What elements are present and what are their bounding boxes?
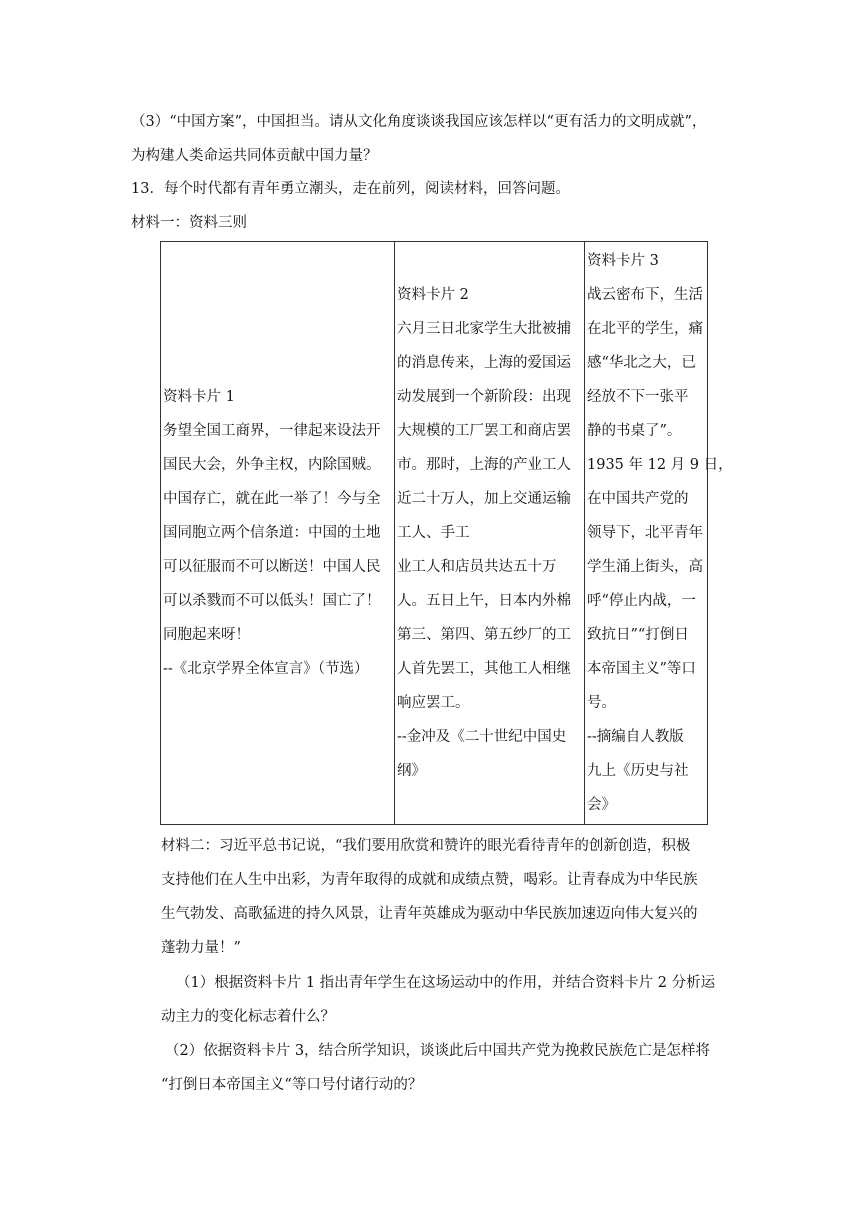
- card2-line: 近二十万人，加上交通运输: [397, 491, 571, 507]
- card1-line: 国同胞立两个信条道：中国的土地: [163, 525, 381, 541]
- table-divider: [394, 242, 395, 824]
- card1-line: 务望全国工商界，一律起来设法开: [163, 423, 381, 439]
- card1-line: 可以征服而不可以断送！中国人民: [163, 559, 381, 575]
- card3-line: 号。: [587, 695, 616, 711]
- card2-line: 纲》: [397, 763, 426, 779]
- card3-line: 1935 年 12 月 9 日，: [587, 457, 733, 473]
- card3-cell: [587, 244, 733, 822]
- card3-line: 经放不下一张平: [587, 389, 689, 405]
- card2-line: 业工人和店员共达五十万: [397, 559, 557, 575]
- material2-line: 生气勃发、高歌猛进的持久风景，让青年英雄成为驱动中华民族加速迈向伟大复兴的: [161, 906, 698, 922]
- card3-line: 会》: [587, 797, 616, 813]
- card3-line: 本帝国主义”等口: [587, 661, 696, 677]
- card2-line: 第三、第四、第五纱厂的工: [397, 627, 571, 643]
- material2-line: 蓬勃力量！”: [161, 940, 241, 956]
- table-divider: [584, 242, 585, 824]
- card2-line: 的消息传来，上海的爱国运: [397, 355, 571, 371]
- card3-line: 战云密布下，生活: [587, 287, 703, 303]
- card1-cell: [163, 380, 391, 686]
- card2-line: 人首先罢工，其他工人相继: [397, 661, 571, 677]
- card1-line: 可以杀戮而不可以低头！国亡了！: [163, 593, 381, 609]
- q12-part3-line2: 为构建人类命运共同体贡献中国力量？: [131, 148, 378, 164]
- card3-line: 学生涌上街头，高: [587, 559, 703, 575]
- card2-line: --金冲及《二十世纪中国史: [397, 729, 567, 745]
- card3-line: 呼“停止内战，一: [587, 593, 696, 609]
- card3-line: 致抗日”“打倒日: [587, 627, 689, 643]
- card2-line: 大规模的工厂罢工和商店罢: [397, 423, 571, 439]
- card3-line: 九上《历史与社: [587, 763, 689, 779]
- card1-line: 同胞起来呀！: [163, 627, 250, 643]
- subquestion1-line: 动主力的变化标志着什么？: [161, 1009, 335, 1025]
- card2-line: 响应罢工。: [397, 695, 470, 711]
- card1-line: --《北京学界全体宣言》（节选）: [163, 661, 369, 677]
- card3-line: 领导下，北平青年: [587, 525, 703, 541]
- card2-line: 工人、手工: [397, 525, 470, 541]
- card3-line: 感“华北之大，已: [587, 355, 696, 371]
- material2-line: 材料二：习近平总书记说，“我们要用欣赏和赞许的眼光看待青年的创新创造，积极: [161, 838, 691, 854]
- card1-line: 中国存亡，就在此一举了！今与全: [163, 491, 381, 507]
- subquestion1-line: （1）根据资料卡片 1 指出青年学生在这场运动中的作用，并结合资料卡片 2 分析运: [176, 975, 716, 991]
- card3-line: 静的书桌了”。: [587, 423, 682, 439]
- card2-line: 人。五日上午，日本内外棉: [397, 593, 571, 609]
- material1-table: [160, 241, 733, 825]
- subquestion2-line: （2）依据资料卡片 3，结合所学知识，谈谈此后中国共产党为挽救民族危亡是怎样将: [165, 1043, 711, 1059]
- material1-title: 材料一：资料三则: [131, 215, 247, 231]
- material2-line: 支持他们在人生中出彩，为青年取得的成就和成绩点赞，喝彩。让青春成为中华民族: [161, 872, 698, 888]
- card2-line: 市。那时，上海的产业工人: [397, 457, 571, 473]
- card3-line: --摘编自人教版: [587, 729, 684, 745]
- card3-line: 在中国共产党的: [587, 491, 689, 507]
- subquestion2-line: “打倒日本帝国主义“等口号付诸行动的？: [161, 1077, 423, 1093]
- card3-line: 在北平的学生，痛: [587, 321, 703, 337]
- card1-line: 资料卡片 1: [163, 389, 235, 405]
- card3-line: 资料卡片 3: [587, 253, 659, 269]
- card2-line: 资料卡片 2: [397, 287, 469, 303]
- card2-line: 六月三日北家学生大批被捕: [397, 321, 571, 337]
- card2-line: 动发展到一个新阶段：出现: [397, 389, 571, 405]
- card2-cell: [397, 278, 583, 788]
- q12-part3-line1: （3）“中国方案”，中国担当。请从文化角度谈谈我国应该怎样以“更有活力的文明成就”，: [131, 114, 707, 130]
- card1-line: 国民大会，外争主权，内除国贼。: [163, 457, 381, 473]
- question-13-stem: 13．每个时代都有青年勇立潮头，走在前列，阅读材料，回答问题。: [131, 181, 570, 197]
